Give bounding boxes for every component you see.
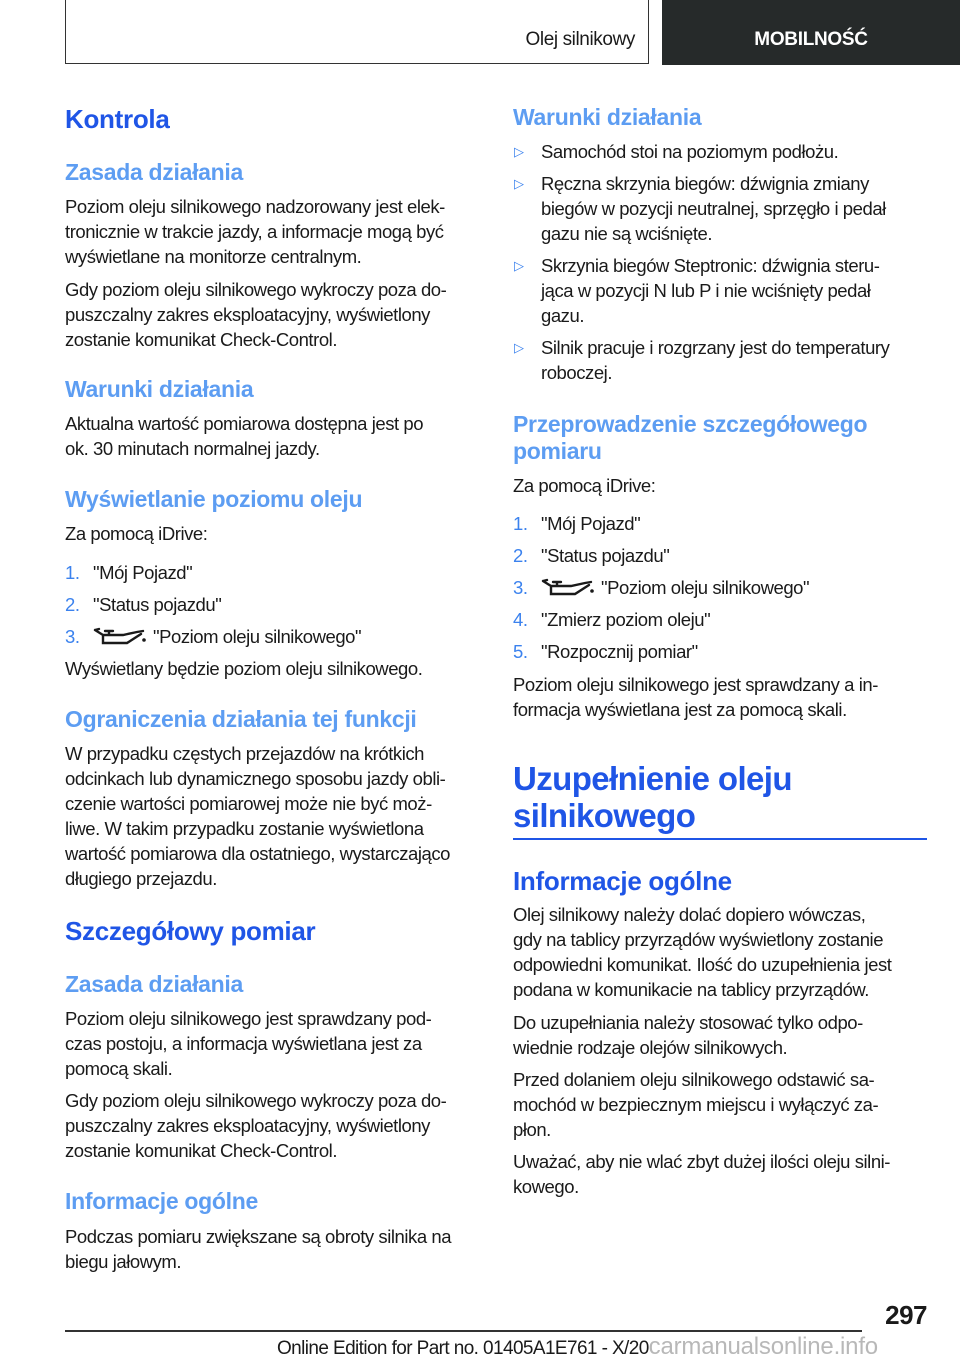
heading-kontrola: Kontrola: [65, 104, 170, 134]
footer-divider: [65, 1330, 862, 1332]
paragraph: Poziom oleju silnikowego nadzorowany jest elek- tronicznie w trakcie jazdy, a informacje mogą być wyświetlane na monitorze centralnym.: [65, 196, 445, 267]
step-number: 5.: [513, 641, 528, 662]
step-text: "Mój Pojazd": [541, 513, 641, 534]
step-number: 2.: [65, 594, 80, 615]
condition-text: Samochód stoi na poziomym podłożu.: [541, 141, 839, 162]
step-number: 1.: [65, 562, 80, 583]
step-text: "Status pojazdu": [541, 545, 670, 566]
triangle-right-icon: ▷: [514, 340, 524, 355]
paragraph: Olej silnikowy należy dolać dopiero wówczas, gdy na tablicy przyrządów wyświetlony zostanie odpowiedni komunikat. Ilość do uzupełnienia jest podana w komunikacie na tablicy przyrządów.: [513, 904, 892, 1000]
paragraph: Poziom oleju silnikowego jest sprawdzany a in- formacja wyświetlana jest za pomocą skali.: [513, 674, 878, 720]
heading-przeprowadzenie: Przeprowadzenie szczegółowego pomiaru: [513, 411, 868, 464]
condition-text: Skrzynia biegów Steptronic: dźwignia steru- jąca w pozycji N lub P i nie wciśnięty pedał gazu.: [541, 255, 880, 326]
heading-szczegolowy-pomiar: Szczegółowy pomiar: [65, 916, 316, 946]
paragraph: Gdy poziom oleju silnikowego wykroczy poza do- puszczalny zakres eksploatacyjny, wyświetlony zostanie komunikat Check-Control.: [65, 279, 447, 350]
heading-underline: [513, 838, 927, 840]
conditions-list: [513, 139, 951, 392]
heading-informacje-ogolne: Informacje ogólne: [513, 866, 732, 896]
paragraph: Poziom oleju silnikowego jest sprawdzany pod- czas postoju, a informacja wyświetlana jest za pomocą skali.: [65, 1008, 432, 1079]
list-item: [513, 639, 951, 664]
heading-warunki-dzialania: Warunki działania: [65, 376, 254, 402]
list-item: [513, 607, 951, 632]
paragraph: Gdy poziom oleju silnikowego wykroczy poza do- puszczalny zakres eksploatacyjny, wyświetlony zostanie komunikat Check-Control.: [65, 1090, 447, 1161]
step-text: "Status pojazdu": [93, 594, 222, 615]
heading-uzupelnienie-oleju: Uzupełnienie oleju silnikowego: [513, 760, 792, 834]
triangle-right-icon: ▷: [514, 258, 524, 273]
watermark-link[interactable]: carmanualsonline.info: [648, 1333, 878, 1360]
paragraph: Za pomocą iDrive:: [513, 475, 656, 496]
list-item: [513, 335, 951, 385]
step-text: "Poziom oleju silnikowego": [153, 626, 362, 647]
chapter-title: Olej silnikowy: [525, 29, 635, 50]
heading-zasada-dzialania: Zasada działania: [65, 159, 243, 185]
list-item: [513, 139, 951, 164]
list-item: [513, 543, 951, 568]
paragraph: Aktualna wartość pomiarowa dostępna jest po ok. 30 minutach normalnej jazdy.: [65, 413, 424, 459]
paragraph: Za pomocą iDrive:: [65, 523, 208, 544]
paragraph: Przed dolaniem oleju silnikowego odstawić sa- mochód w bezpiecznym miejscu i wyłączyć za- płon.: [513, 1069, 879, 1140]
paragraph: Do uzupełniania należy stosować tylko odpo- wiednie rodzaje olejów silnikowych.: [513, 1012, 863, 1058]
footer-edition: [277, 1333, 878, 1361]
edition-text: Online Edition for Part no. 01405A1E761 - X/20: [277, 1338, 649, 1359]
step-number: 2.: [513, 545, 528, 566]
condition-text: Ręczna skrzynia biegów: dźwignia zmiany biegów w pozycji neutralnej, sprzęgło i pedał gazu nie są wciśnięte.: [541, 173, 886, 244]
list-item: [65, 624, 503, 649]
page-number: 297: [885, 1300, 927, 1330]
list-item: [65, 592, 503, 617]
heading-wyswietlanie: Wyświetlanie poziomu oleju: [65, 486, 363, 512]
section-title: MOBILNOŚĆ: [754, 29, 868, 50]
condition-text: Silnik pracuje i rozgrzany jest do temperatury roboczej.: [541, 337, 890, 383]
paragraph: Podczas pomiaru zwiększane są obroty silnika na biegu jałowym.: [65, 1226, 452, 1272]
triangle-right-icon: ▷: [514, 144, 524, 159]
triangle-right-icon: ▷: [514, 176, 524, 191]
paragraph: W przypadku częstych przejazdów na krótkich odcinkach lub dynamicznego sposobu jazdy obli- czenie wartości pomiarowej może nie być moż- liwe. W takim przypadku zostanie wyświetlona wartość pomiarowa dla ostatniego, wystarczająco długiego przejazdu.: [65, 743, 451, 889]
step-text: "Zmierz poziom oleju": [541, 609, 711, 630]
paragraph: Wyświetlany będzie poziom oleju silnikowego.: [65, 658, 423, 679]
step-text: "Poziom oleju silnikowego": [601, 577, 810, 598]
step-number: 3.: [513, 577, 528, 598]
step-number: 3.: [65, 626, 80, 647]
oil-can-icon: [541, 577, 595, 597]
oil-can-icon: [93, 626, 147, 646]
steps-list: [513, 511, 951, 671]
heading-informacje-ogolne: Informacje ogólne: [65, 1188, 258, 1214]
list-item: [513, 511, 951, 536]
steps-list: [65, 560, 503, 656]
heading-warunki-dzialania: Warunki działania: [513, 104, 702, 130]
step-text: "Rozpocznij pomiar": [541, 641, 698, 662]
list-item: [65, 560, 503, 585]
step-text: "Mój Pojazd": [93, 562, 193, 583]
paragraph: Uważać, aby nie wlać zbyt dużej ilości oleju silni- kowego.: [513, 1151, 891, 1197]
list-item: [513, 171, 951, 246]
step-number: 1.: [513, 513, 528, 534]
heading-zasada-dzialania: Zasada działania: [65, 971, 243, 997]
list-item: [513, 575, 951, 600]
step-number: 4.: [513, 609, 528, 630]
list-item: [513, 253, 951, 328]
heading-ograniczenia: Ograniczenia działania tej funkcji: [65, 706, 417, 732]
